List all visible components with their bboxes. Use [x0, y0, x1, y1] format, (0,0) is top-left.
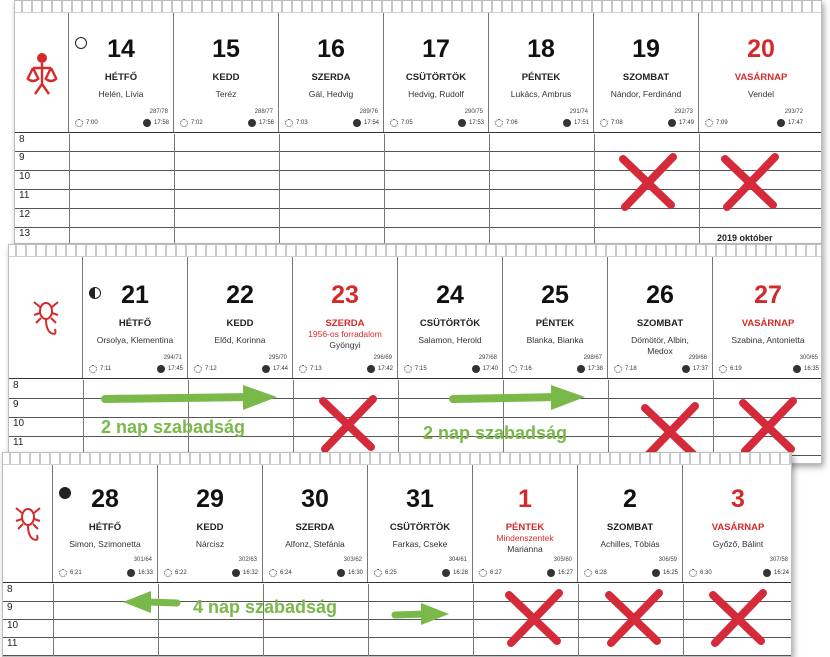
sunrise-icon	[509, 365, 517, 373]
sunrise	[495, 119, 518, 127]
day-name: VASÁRNAP	[711, 522, 765, 533]
sunset-icon	[337, 569, 345, 577]
sunset	[472, 365, 498, 373]
sunrise-time: 7:09	[716, 120, 728, 126]
sunset-time: 16:27	[557, 570, 573, 576]
sunrise	[75, 119, 98, 127]
sunrise	[164, 569, 187, 577]
day-number: 3	[731, 485, 745, 513]
sunrise-time: 7:05	[401, 120, 413, 126]
sunset-time: 17:49	[678, 120, 694, 126]
name-days: Győző, Bálint	[712, 539, 764, 549]
sunrise-time: 7:08	[611, 120, 623, 126]
zodiac-cell	[3, 465, 53, 582]
day-column	[188, 257, 293, 378]
hour-grid	[15, 134, 821, 244]
sunset	[143, 119, 169, 127]
day-of-year: 291/74	[569, 109, 588, 115]
hour-label: 9	[13, 399, 19, 410]
day-name: VASÁRNAP	[741, 318, 795, 329]
day-of-year: 302/63	[238, 557, 257, 563]
day-number: 25	[541, 281, 569, 309]
scorpio-icon	[31, 298, 61, 338]
scorpio-icon	[13, 504, 43, 544]
sunset-time: 17:40	[482, 366, 498, 372]
sunrise	[59, 569, 82, 577]
name-days: Vendel	[748, 89, 774, 99]
day-of-year: 304/61	[448, 557, 467, 563]
sunrise-time: 7:02	[191, 120, 203, 126]
day-name: KEDD	[226, 318, 254, 329]
day-of-year: 301/64	[133, 557, 152, 563]
sunset	[577, 365, 603, 373]
sunrise-time: 6:25	[385, 570, 397, 576]
day-name: KEDD	[196, 522, 224, 533]
arrow-left-icon	[121, 589, 181, 615]
sunrise-icon	[390, 119, 398, 127]
name-days: Gyöngyi	[329, 340, 361, 350]
sunrise	[719, 365, 742, 373]
sunrise-icon	[614, 365, 622, 373]
day-of-year: 290/75	[464, 109, 483, 115]
sunset	[763, 569, 789, 577]
name-days: Előd, Korinna	[214, 335, 266, 345]
sunrise	[600, 119, 623, 127]
sunrise-time: 6:24	[280, 570, 292, 576]
day-of-year: 295/70	[268, 355, 287, 361]
sunset-icon	[127, 569, 135, 577]
day-column	[699, 13, 822, 132]
sunset-icon	[367, 365, 375, 373]
sunset-time: 16:33	[137, 570, 153, 576]
name-days: Gál, Hedvig	[308, 89, 354, 99]
sunrise-time: 7:16	[520, 366, 532, 372]
name-days: Hedvig, Rudolf	[408, 89, 464, 99]
cross-mark	[705, 587, 771, 647]
sunrise	[614, 365, 637, 373]
name-days: Salamon, Herold	[418, 335, 482, 345]
day-column	[398, 257, 503, 378]
day-number: 27	[754, 281, 782, 309]
name-days: Nárcisz	[195, 539, 225, 549]
sunset-icon	[563, 119, 571, 127]
sunset-icon	[157, 365, 165, 373]
sunrise-icon	[75, 119, 83, 127]
day-column	[279, 13, 384, 132]
day-name: CSÜTÖRTÖK	[419, 318, 481, 329]
month-footnote: 2019 október	[717, 233, 773, 243]
vacation-note: 2 nap szabadság	[101, 417, 246, 437]
sunrise-icon	[59, 569, 67, 577]
sunset-icon	[763, 569, 771, 577]
sunset-time: 17:45	[167, 366, 183, 372]
sunrise-time: 6:19	[730, 366, 742, 372]
sunset-time: 17:56	[258, 120, 274, 126]
sunrise	[194, 365, 217, 373]
sunrise-icon	[479, 569, 487, 577]
cross-mark	[501, 587, 567, 647]
sunrise	[180, 119, 203, 127]
day-name: VASÁRNAP	[734, 72, 788, 83]
sunrise-icon	[584, 569, 592, 577]
day-number: 18	[527, 35, 555, 63]
day-name: SZOMBAT	[622, 72, 670, 83]
sunset-time: 17:54	[363, 120, 379, 126]
sunrise	[689, 569, 712, 577]
sunset	[563, 119, 589, 127]
sunrise-time: 7:12	[205, 366, 217, 372]
sunset	[367, 365, 393, 373]
name-days: Orsolya, Klementina	[96, 335, 174, 345]
name-days: Blanka, Bianka	[526, 335, 584, 345]
sunset	[668, 119, 694, 127]
vacation-note: 4 nap szabadság	[193, 597, 338, 617]
sunrise-time: 6:30	[700, 570, 712, 576]
cross-mark	[615, 151, 681, 211]
spiral-binding	[15, 1, 821, 13]
arrow-right-icon	[449, 383, 589, 413]
sunset-time: 17:44	[272, 366, 288, 372]
sunrise-time: 6:28	[595, 570, 607, 576]
hour-label: 11	[19, 190, 30, 201]
sunset	[793, 365, 819, 373]
day-column	[683, 465, 792, 582]
calendar-sheet-week-3	[2, 452, 792, 657]
sunrise-time: 6:27	[490, 570, 502, 576]
day-name: PÉNTEK	[505, 522, 545, 533]
day-name: SZERDA	[295, 522, 335, 533]
spiral-binding	[3, 453, 791, 465]
day-column	[713, 257, 822, 378]
day-column	[473, 465, 578, 582]
sunrise	[584, 569, 607, 577]
sunset	[353, 119, 379, 127]
sunset-icon	[577, 365, 585, 373]
name-days: Lukács, Ambrus	[510, 89, 572, 99]
sunrise	[285, 119, 308, 127]
day-of-year: 298/67	[583, 355, 602, 361]
day-name: KEDD	[212, 72, 240, 83]
sunset	[157, 365, 183, 373]
sunset	[458, 119, 484, 127]
day-name: CSÜTÖRTÖK	[389, 522, 451, 533]
sunrise-time: 7:18	[625, 366, 637, 372]
sunrise-icon	[495, 119, 503, 127]
sunset	[442, 569, 468, 577]
holiday-label: 1956-os forradalom	[308, 329, 382, 339]
week-header	[3, 465, 791, 583]
sunset	[262, 365, 288, 373]
sunrise	[479, 569, 502, 577]
cross-mark	[717, 151, 783, 211]
day-of-year: 297/68	[478, 355, 497, 361]
day-name: SZERDA	[325, 318, 365, 329]
hour-label: 11	[7, 638, 18, 649]
day-number: 20	[747, 35, 775, 63]
sunrise-time: 7:03	[296, 120, 308, 126]
week-header	[9, 257, 821, 379]
day-number: 2	[623, 485, 637, 513]
name-days: Teréz	[215, 89, 237, 99]
sunset-icon	[232, 569, 240, 577]
day-column	[594, 13, 699, 132]
hour-label: 11	[13, 437, 24, 448]
sunrise-time: 6:22	[175, 570, 187, 576]
sunrise-icon	[164, 569, 172, 577]
arrow-right-icon	[101, 383, 281, 413]
sunset-icon	[777, 119, 785, 127]
day-number: 26	[646, 281, 674, 309]
hour-label: 12	[19, 209, 31, 220]
arrow-right-icon	[391, 601, 451, 627]
sunrise-time: 7:06	[506, 120, 518, 126]
day-of-year: 287/78	[149, 109, 168, 115]
day-column	[384, 13, 489, 132]
day-name: SZOMBAT	[636, 318, 684, 329]
hour-label: 8	[7, 584, 13, 595]
day-column	[83, 257, 188, 378]
zodiac-cell	[9, 257, 83, 378]
day-column	[489, 13, 594, 132]
cross-mark	[735, 395, 801, 455]
sunset	[652, 569, 678, 577]
sunset-time: 17:38	[587, 366, 603, 372]
day-name: PÉNTEK	[535, 318, 575, 329]
day-column	[368, 465, 473, 582]
day-number: 17	[422, 35, 450, 63]
day-number: 23	[331, 281, 359, 309]
day-of-year: 293/72	[784, 109, 803, 115]
sunrise-icon	[285, 119, 293, 127]
day-number: 15	[212, 35, 240, 63]
name-days: Achilles, Tóbiás	[600, 539, 660, 549]
hour-label: 10	[7, 620, 19, 631]
sunrise-icon	[689, 569, 697, 577]
day-column	[503, 257, 608, 378]
sunset-time: 17:42	[377, 366, 393, 372]
sunset-time: 16:28	[452, 570, 468, 576]
name-days: Helén, Lívia	[98, 89, 144, 99]
sunset-time: 16:32	[242, 570, 258, 576]
sunset-time: 17:37	[692, 366, 708, 372]
sunset-icon	[668, 119, 676, 127]
day-column	[53, 465, 158, 582]
sunset-icon	[472, 365, 480, 373]
name-days: Marianna	[507, 544, 543, 554]
sunset-icon	[248, 119, 256, 127]
day-name: SZOMBAT	[606, 522, 654, 533]
hour-label: 10	[19, 171, 31, 182]
day-name: HÉTFŐ	[118, 318, 152, 329]
sunrise-icon	[269, 569, 277, 577]
day-column	[263, 465, 368, 582]
sunrise	[374, 569, 397, 577]
name-days: Szabina, Antonietta	[731, 335, 805, 345]
sunrise-icon	[719, 365, 727, 373]
sunrise	[299, 365, 322, 373]
spiral-binding	[9, 245, 821, 257]
calendar-sheet-week-2	[8, 244, 822, 464]
sunset-icon	[682, 365, 690, 373]
day-name: PÉNTEK	[521, 72, 561, 83]
sunrise-icon	[404, 365, 412, 373]
day-number: 22	[226, 281, 254, 309]
cross-mark	[315, 393, 381, 453]
hour-label: 9	[19, 152, 25, 163]
sunrise	[705, 119, 728, 127]
cross-mark	[601, 587, 667, 647]
sunset	[127, 569, 153, 577]
day-of-year: 307/58	[769, 557, 788, 563]
day-of-year: 300/65	[799, 355, 818, 361]
day-of-year: 289/76	[359, 109, 378, 115]
day-of-year: 288/77	[254, 109, 273, 115]
sunrise-time: 7:11	[100, 366, 112, 372]
sunset-icon	[793, 365, 801, 373]
name-days: Dömötör, Albin, Medox	[631, 335, 689, 356]
day-number: 19	[632, 35, 660, 63]
sunset	[547, 569, 573, 577]
sunrise-time: 7:00	[86, 120, 98, 126]
name-days: Farkas, Cseke	[392, 539, 448, 549]
sunrise-icon	[89, 365, 97, 373]
calendar-sheet-week-1	[14, 0, 822, 244]
holiday-label: Mindenszentek	[496, 533, 554, 543]
sunset	[248, 119, 274, 127]
day-column	[578, 465, 683, 582]
hour-label: 13	[19, 228, 31, 239]
sunset-time: 16:35	[803, 366, 819, 372]
sunrise	[89, 365, 111, 373]
day-of-year: 294/71	[163, 355, 182, 361]
sunrise	[390, 119, 413, 127]
day-name: HÉTFŐ	[104, 72, 138, 83]
day-number: 24	[436, 281, 464, 309]
sunset-icon	[442, 569, 450, 577]
sunset	[682, 365, 708, 373]
day-of-year: 303/62	[343, 557, 362, 563]
day-number: 16	[317, 35, 345, 63]
sunrise-time: 7:13	[310, 366, 322, 372]
sunrise-icon	[194, 365, 202, 373]
hour-label: 10	[13, 418, 25, 429]
day-number: 14	[107, 35, 135, 63]
sunset	[337, 569, 363, 577]
sunrise-time: 6:21	[70, 570, 82, 576]
day-name: HÉTFŐ	[88, 522, 122, 533]
name-days: Simon, Szimonetta	[69, 539, 141, 549]
sunrise-icon	[180, 119, 188, 127]
vacation-note: 2 nap szabadság	[423, 423, 568, 443]
sunset-time: 17:47	[787, 120, 803, 126]
sunset-time: 16:24	[773, 570, 789, 576]
day-number: 1	[518, 485, 532, 513]
sunset-time: 17:53	[468, 120, 484, 126]
day-name: CSÜTÖRTÖK	[405, 72, 467, 83]
sunrise-icon	[374, 569, 382, 577]
sunrise	[404, 365, 427, 373]
day-of-year: 296/69	[373, 355, 392, 361]
sunset-icon	[262, 365, 270, 373]
day-name: SZERDA	[311, 72, 351, 83]
sunrise-icon	[600, 119, 608, 127]
cross-mark	[637, 400, 703, 460]
sunset-time: 16:30	[347, 570, 363, 576]
day-number: 30	[301, 485, 329, 513]
day-of-year: 306/59	[658, 557, 677, 563]
hour-label: 9	[7, 602, 13, 613]
day-number: 31	[406, 485, 434, 513]
day-column	[174, 13, 279, 132]
day-column	[158, 465, 263, 582]
hour-label: 8	[13, 380, 19, 391]
sunset-icon	[652, 569, 660, 577]
sunset-icon	[458, 119, 466, 127]
sunset	[777, 119, 803, 127]
day-number: 28	[91, 485, 119, 513]
sunrise	[509, 365, 532, 373]
sunrise	[269, 569, 292, 577]
name-days: Nándor, Ferdinánd	[610, 89, 682, 99]
sunset-time: 17:58	[153, 120, 169, 126]
sunset-icon	[143, 119, 151, 127]
day-column	[69, 13, 174, 132]
name-days: Alfonz, Stefánia	[285, 539, 345, 549]
hour-label: 8	[19, 134, 25, 145]
week-header	[15, 13, 821, 133]
day-number: 29	[196, 485, 224, 513]
sunrise-time: 7:15	[415, 366, 427, 372]
sunrise-icon	[705, 119, 713, 127]
day-of-year: 292/73	[674, 109, 693, 115]
day-of-year: 305/60	[553, 557, 572, 563]
day-of-year: 299/66	[688, 355, 707, 361]
sunset-icon	[547, 569, 555, 577]
day-column	[293, 257, 398, 378]
day-column	[608, 257, 713, 378]
libra-icon	[25, 50, 59, 96]
zodiac-cell	[15, 13, 69, 132]
sunrise-icon	[299, 365, 307, 373]
sunset-time: 17:51	[573, 120, 589, 126]
day-number: 21	[121, 281, 149, 309]
sunset	[232, 569, 258, 577]
sunset-time: 16:25	[662, 570, 678, 576]
sunset-icon	[353, 119, 361, 127]
